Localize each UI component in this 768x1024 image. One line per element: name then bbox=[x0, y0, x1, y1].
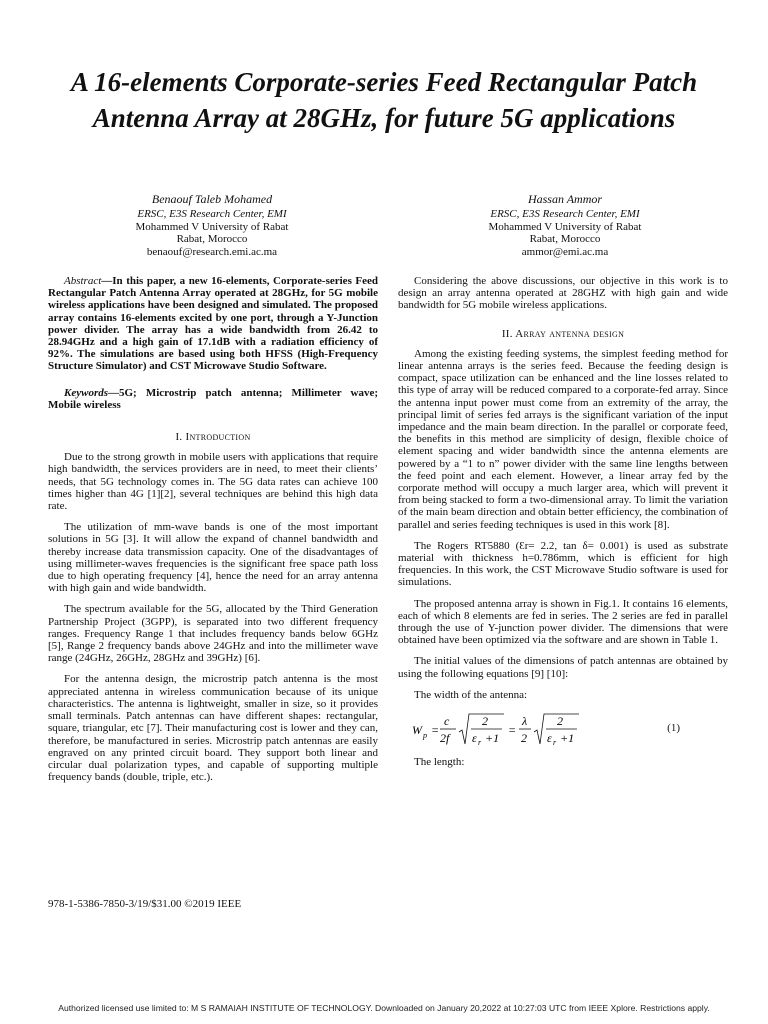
keywords-lead: Keywords bbox=[64, 386, 108, 399]
right-column bbox=[398, 275, 728, 777]
eq-plus-one: +1 bbox=[560, 731, 575, 746]
paragraph: The length: bbox=[414, 756, 465, 769]
author-location: Rabat, Morocco bbox=[529, 233, 601, 246]
paragraph: The initial values of the dimensions of patch antennas are obtained by using the following equations [9] [10]: bbox=[398, 655, 728, 680]
author-affiliation: ERSC, E3S Research Center, EMI bbox=[137, 207, 287, 220]
author-affiliation: ERSC, E3S Research Center, EMI bbox=[490, 207, 640, 220]
eq-plus-one: +1 bbox=[485, 731, 500, 746]
abstract: Abstract—In this paper, a new 16-elements, Corporate-series Feed Rectangular Patch Antenna Array operated at 28GHz, for 5G mobile wireless applications have been designed and simulated. The proposed array contains 16-elements excited by one port, through a Y-Junction power divider. The array has a wide bandwidth from 26.42 to 28.94GHz and a high gain of 17.1dB with a radiation efficiency of 92%. The simulations are based using both HFSS (High-Frequency Structure Simulator) and CST Microwave Studio Software. bbox=[48, 275, 378, 373]
author-name: Hassan Ammor bbox=[527, 192, 603, 206]
eq-c: c bbox=[444, 714, 450, 729]
eq-lambda: λ bbox=[522, 714, 528, 729]
copyright-notice: 978-1-5386-7850-3/19/$31.00 ©2019 IEEE bbox=[48, 898, 242, 910]
author-university: Mohammed V University of Rabat bbox=[488, 220, 642, 233]
eq-equals: = bbox=[508, 723, 517, 738]
author-email: benaouf@research.emi.ac.ma bbox=[146, 246, 278, 259]
eq-equals: = bbox=[431, 723, 440, 738]
author-block-2 bbox=[415, 193, 715, 259]
paragraph: The proposed antenna array is shown in Fig.1. It contains 16 elements, each of which 8 elements are fed in series. The 2 series are fed in parallel through the use of Y-junction power divider. The dimensions that were obtained have been optimized via the software and are shown in Table 1. bbox=[398, 597, 728, 647]
eq-2f: 2f bbox=[440, 731, 450, 746]
paragraph: The utilization of mm-wave bands is one of the most important solutions in 5G [3]. It will allow the expand of channel bandwidth and thereby increase data transmission capacity. One of the disadvantages of using millimeter-waves frequencies is the significant free space path loss due to high operating frequency [4], hence the need for an array antenna with high gain and wide bandwidth. bbox=[48, 521, 378, 595]
abstract-text: In this paper, a new 16-elements, Corporate-series Feed Rectangular Patch Antenna Array operated at 28GHz, for 5G mobile wireless applications have been designed and simulated. The proposed array contains 16-elements excited by one port, through a Y-Junction power divider. The array has a wide bandwidth from 26.42 to 28.94GHz and a high gain of 17.1dB with a radiation efficiency of 92%. The simulations are based using both HFSS (High-Frequency Structure Simulator) and CST Microwave Studio Software. bbox=[48, 275, 378, 373]
eq-num-2: 2 bbox=[557, 714, 563, 729]
license-footer: Authorized licensed use limited to: M S RAMAIAH INSTITUTE OF TECHNOLOGY. Downloaded on January 20,2022 at 10:27:03 UTC from IEEE Xplore. Restrictions apply. bbox=[58, 1003, 710, 1013]
author-block-1 bbox=[62, 193, 362, 259]
equation-number: (1) bbox=[667, 722, 680, 735]
paragraph: For the antenna design, the microstrip patch antenna is the most appreciated antenna in wireless communication because of its unique characteristics. The antenna is lightweight, smaller in size, so it provides small terminals. Patch antennas can have different shapes: rectangular, square, triangular, etc [7]. Their manufacturing cost is lower and they can, therefore, be manufactured in series. Microstrip patch antennas are easily engraved on any printed circuit board. They support both linear and circular dual polarization types, and capable of supporting multiple frequency bands (double, triple, etc.). bbox=[48, 673, 378, 784]
paragraph: Due to the strong growth in mobile users with applications that require high bandwidth, the services providers are in need, to meet their clients’ needs, that 5G technology comes in. The 5G data rates can achieve 100 times higher than 4G [1][2], several techniques are behind this high data rate. bbox=[48, 451, 378, 513]
paragraph: The spectrum available for the 5G, allocated by the Third Generation Partnership Project (3GPP), is separated into two different frequency ranges. Frequency Range 1 that includes frequency bands below 6GHz [5], Range 2 frequency bands above 24GHz and into the millimeter wave range (24GHz, 26GHz, 28GHz and 39GHz) [6]. bbox=[48, 603, 378, 665]
abstract-lead: Abstract bbox=[64, 275, 102, 287]
eq-den-2: 2 bbox=[521, 731, 527, 746]
author-location: Rabat, Morocco bbox=[176, 233, 248, 246]
paragraph: The Rogers RT5880 (Ɛr= 2.2, tan δ= 0.001) is used as substrate material with thickness h=0.786mm, which is efficient for high frequencies. In this work, the CST Microwave Studio software is used for simulations. bbox=[398, 539, 728, 589]
eq-eps-sub: r bbox=[478, 738, 482, 748]
keywords: Keywords—5G; Microstrip patch antenna; Millimeter wave; Mobile wireless bbox=[48, 386, 378, 411]
eq-eps: ε bbox=[472, 731, 477, 746]
eq-eps: ε bbox=[547, 731, 552, 746]
eq-lhs-sub: p bbox=[423, 731, 427, 741]
eq-lhs: W bbox=[412, 723, 422, 738]
paragraph: The width of the antenna: bbox=[414, 688, 528, 701]
section-heading-array: II. Array antenna design bbox=[501, 327, 625, 340]
paper-title: A 16-elements Corporate-series Feed Rectangular Patch Antenna Array at 28GHz, for future 5G applications bbox=[70, 67, 698, 133]
paragraph: Considering the above discussions, our objective in this work is to design an array antenna operated at 28GHZ with high gain and wide bandwidth for 5G mobile wireless applications. bbox=[398, 275, 728, 312]
keywords-text: 5G; Microstrip patch antenna; Millimeter wave; Mobile wireless bbox=[48, 386, 378, 411]
section-heading-intro: I. Introduction bbox=[175, 431, 251, 444]
author-email: ammor@emi.ac.ma bbox=[521, 246, 609, 259]
paragraph: Among the existing feeding systems, the simplest feeding method for linear antenna arrays is the series feed. Because the feeding design is compact, space utilization can be enhanced and the line losses related to this type of array will be reduced compared to a corporate-fed array. Since the antenna input power must come from an extremity of the array, the principal limit of series fed arrays is the significant variation of the input impedance and the main beam direction. In the parallel or corporate feed, the benefits in this method are simplicity of design, flexible choice of element spacing and wider bandwidth since the antenna elements are powered by a “1 to n” power divider with the same line lengths between the feed point and each element. However, a linear array fed by the corporate method will occupy a much larger area, which will prevent it from being stacked to form a two-dimensional array. To limit the variation of the main beam direction and obtain better efficiency, the combination of parallel and series feeding techniques is used in this work [8]. bbox=[398, 347, 728, 531]
eq-num-2: 2 bbox=[482, 714, 488, 729]
eq-eps-sub: r bbox=[553, 738, 557, 748]
left-column bbox=[48, 275, 378, 792]
equation-1 bbox=[398, 710, 728, 750]
author-university: Mohammed V University of Rabat bbox=[135, 220, 289, 233]
author-name: Benaouf Taleb Mohamed bbox=[151, 192, 273, 206]
equation-graphic bbox=[412, 710, 612, 750]
